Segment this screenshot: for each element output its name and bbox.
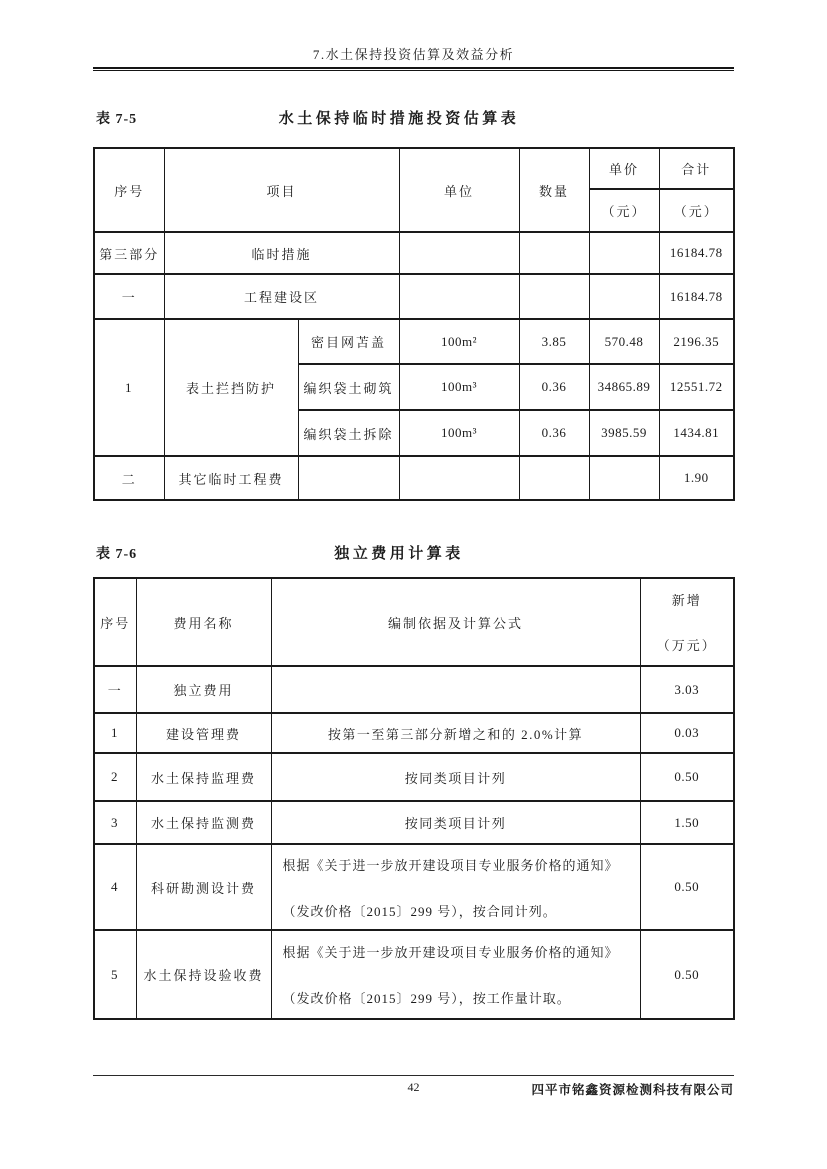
cell-qty (519, 232, 589, 274)
header-price-unit: （元） (589, 189, 659, 232)
table-row (94, 274, 734, 319)
basis-line-2: （发改价格〔2015〕299 号），按工作量计取。 (282, 991, 571, 1006)
cell-basis (271, 930, 640, 1019)
header-total-unit: （元） (659, 189, 734, 232)
header-added (640, 578, 734, 666)
cell-basis: 按同类项目计列 (271, 753, 640, 801)
cell-value: 0.50 (640, 930, 734, 1019)
cell-seq: 二 (94, 456, 164, 500)
cell-name: 水土保持监测费 (136, 801, 271, 844)
cell-total: 16184.78 (659, 232, 734, 274)
cell-value: 0.03 (640, 713, 734, 753)
cell-basis (271, 666, 640, 713)
cell-name: 水土保持设验收费 (136, 930, 271, 1019)
table-7-6-caption (93, 542, 734, 564)
table-7-6-title: 独立费用计算表 (334, 546, 464, 562)
cell-price (589, 274, 659, 319)
cell-seq: 2 (94, 753, 136, 801)
table-7-5-caption (93, 107, 734, 129)
cell-seq: 1 (94, 319, 164, 456)
cell-unit (399, 456, 519, 500)
header-name: 费用名称 (136, 578, 271, 666)
cell-total: 1434.81 (659, 410, 734, 456)
cell-unit: 100m² (399, 319, 519, 364)
basis-line-1: 根据《关于进一步放开建设项目专业服务价格的通知》 (282, 945, 619, 960)
cell-seq: 3 (94, 801, 136, 844)
table-row (94, 666, 734, 713)
cell-value: 1.50 (640, 801, 734, 844)
cell-basis: 按同类项目计列 (271, 801, 640, 844)
cell-seq: 一 (94, 666, 136, 713)
cell-price: 570.48 (589, 319, 659, 364)
table-7-5-label: 表 7-5 (96, 112, 138, 127)
footer-rule (93, 1075, 734, 1076)
cell-price (589, 456, 659, 500)
table-header-row (94, 148, 734, 189)
header-added-lines (641, 590, 734, 654)
cell-item: 编织袋土拆除 (298, 410, 399, 456)
header-unit: 单位 (399, 148, 519, 232)
page-header: 7.水土保持投资估算及效益分析 (312, 47, 515, 62)
header-basis: 编制依据及计算公式 (271, 578, 640, 666)
cell-seq: 第三部分 (94, 232, 164, 274)
footer-company: 四平市铭鑫资源检测科技有限公司 (531, 1083, 734, 1097)
cell-price: 34865.89 (589, 364, 659, 410)
cell-qty: 0.36 (519, 410, 589, 456)
header-item: 项目 (164, 148, 399, 232)
cell-price (589, 232, 659, 274)
basis-line-1: 根据《关于进一步放开建设项目专业服务价格的通知》 (282, 857, 619, 873)
cell-total: 1.90 (659, 456, 734, 500)
table-row (94, 753, 734, 801)
cell-unit: 100m³ (399, 364, 519, 410)
temporary-measures-table (93, 147, 735, 501)
table-7-5-title: 水土保持临时措施投资估算表 (278, 111, 520, 127)
cell-qty (519, 274, 589, 319)
table-row (94, 801, 734, 844)
cell-name: 科研勘测设计费 (136, 844, 271, 930)
table-row (94, 930, 734, 1019)
table-row (94, 319, 734, 364)
cell-total: 2196.35 (659, 319, 734, 364)
header-total: 合计 (659, 148, 734, 189)
header-double-rule (93, 67, 734, 71)
cell-value: 0.50 (640, 844, 734, 930)
header-price: 单价 (589, 148, 659, 189)
cell-group: 表土拦挡防护 (164, 319, 298, 456)
cell-qty: 0.36 (519, 364, 589, 410)
cell-value: 3.03 (640, 666, 734, 713)
cell-seq: 4 (94, 844, 136, 930)
cell-item: 临时措施 (164, 232, 399, 274)
independent-cost-table (93, 577, 735, 1020)
cell-total: 16184.78 (659, 274, 734, 319)
cell-total: 12551.72 (659, 364, 734, 410)
cell-name: 建设管理费 (136, 713, 271, 753)
basis-lines (272, 855, 640, 920)
cell-unit: 100m³ (399, 410, 519, 456)
cell-seq: 一 (94, 274, 164, 319)
header-seq: 序号 (94, 148, 164, 232)
cell-item: 工程建设区 (164, 274, 399, 319)
cell-item: 其它临时工程费 (164, 456, 298, 500)
cell-item: 编织袋土砌筑 (298, 364, 399, 410)
header-seq: 序号 (94, 578, 136, 666)
cell-basis (271, 844, 640, 930)
cell-basis: 按第一至第三部分新增之和的 2.0%计算 (271, 713, 640, 753)
cell-unit (399, 274, 519, 319)
header-qty: 数量 (519, 148, 589, 232)
footer-page-number: 42 (407, 1080, 420, 1094)
header-added-label: 新增 (671, 593, 702, 608)
table-row (94, 232, 734, 274)
table-header-row (94, 578, 734, 666)
table-row (94, 713, 734, 753)
header-added-unit: （万元） (656, 638, 717, 653)
table-7-6-label: 表 7-6 (96, 547, 138, 562)
cell-qty: 3.85 (519, 319, 589, 364)
table-row (94, 844, 734, 930)
cell-seq: 1 (94, 713, 136, 753)
cell-name: 独立费用 (136, 666, 271, 713)
cell-name: 水土保持监理费 (136, 753, 271, 801)
cell-value: 0.50 (640, 753, 734, 801)
cell-item-sub (298, 456, 399, 500)
cell-item: 密目网苫盖 (298, 319, 399, 364)
cell-qty (519, 456, 589, 500)
basis-line-2: （发改价格〔2015〕299 号），按合同计列。 (282, 903, 557, 919)
cell-seq: 5 (94, 930, 136, 1019)
table-row (94, 456, 734, 500)
basis-lines (272, 942, 640, 1007)
cell-price: 3985.59 (589, 410, 659, 456)
cell-unit (399, 232, 519, 274)
